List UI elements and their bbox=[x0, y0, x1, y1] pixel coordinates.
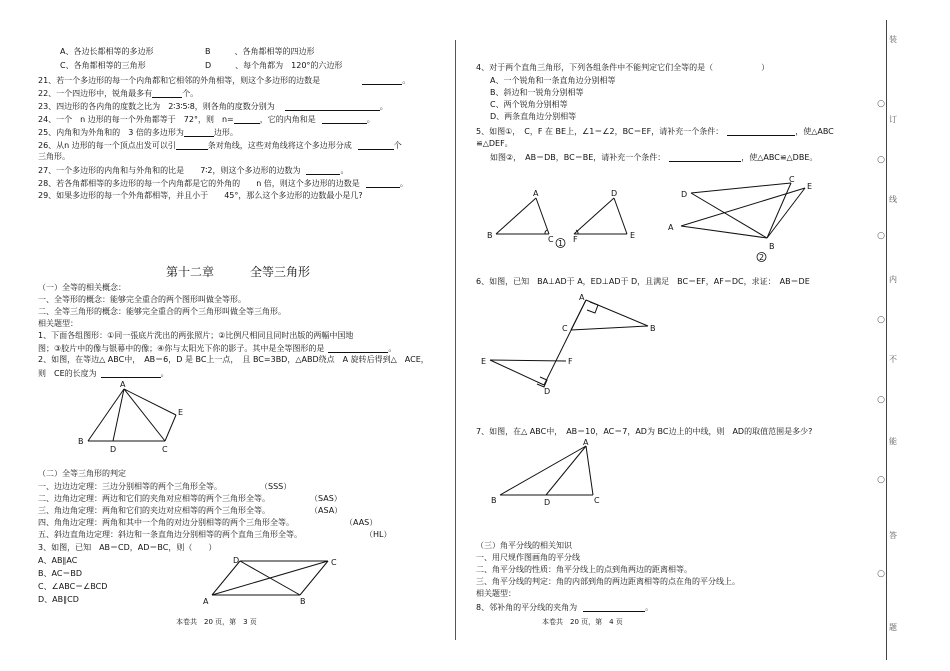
gutter-circle-1: ○ bbox=[877, 99, 885, 109]
gutter-char-6: 能 bbox=[889, 437, 897, 446]
fig6-label-d: D bbox=[544, 387, 551, 396]
left-page-footer: 本卷共 20 页，第 3 页 bbox=[176, 618, 257, 626]
gutter-circle-7: ○ bbox=[877, 569, 885, 579]
angle-bisector-2: 二、角平分线的性质：角平分线上的点到角两边的距离相等。 bbox=[476, 565, 692, 574]
chapter-title: 第十二章 全等三角形 bbox=[166, 265, 311, 279]
question-1: 1、下面各组图形：①同一張底片洗出的两张照片；②比例尺相同且同时出版的两幅中国地 bbox=[38, 331, 354, 340]
gutter-char-4: 内 bbox=[889, 275, 897, 284]
theorem-sss-abbr: （SSS） bbox=[260, 482, 292, 491]
fig1-label-c: C bbox=[162, 445, 168, 454]
figure-parallelogram bbox=[200, 553, 350, 608]
gutter-char-5: 不 bbox=[889, 355, 897, 364]
fig5b-label-d: D bbox=[681, 190, 688, 199]
fig5a-label-a: A bbox=[533, 189, 539, 198]
related-types-3: 相关题型： bbox=[476, 589, 516, 598]
question-22: 22、一个四边形中，锐角最多有 个。 bbox=[38, 89, 199, 98]
figure-6 bbox=[476, 290, 676, 400]
gutter-circle-5: ○ bbox=[877, 395, 885, 405]
fig1-label-a: A bbox=[120, 380, 126, 389]
q3-option-b: B、AC＝BD bbox=[38, 569, 83, 578]
related-types-1: 相关题型： bbox=[38, 319, 78, 328]
theorem-asa: 三、角边角定理：两角和它们的夹边对应相等的两个三角形全等。 bbox=[38, 506, 270, 515]
q3-option-c: C、∠ABC＝∠BCD bbox=[38, 582, 108, 591]
angle-bisector-3: 三、角平分线的判定：角的内部到角的两边距离相等的点在角的平分线上。 bbox=[476, 577, 740, 586]
question-5-cont: ≌△DEF。 bbox=[476, 139, 513, 148]
question-2: 2、如图，在等边△ ABC中， AB＝6，D 是 BC上一点， 且 BC=3BD，△ABD绕点 A 旋转后得到△ ACE， bbox=[38, 355, 429, 364]
left-page bbox=[0, 0, 455, 671]
figure-5-2 bbox=[661, 176, 821, 266]
gutter-char-7: 答 bbox=[889, 531, 897, 540]
question-29: 29、如果多边形的每一个外角都相等，并且小于 45°，那么这个多边形的边数最小是几? bbox=[38, 191, 363, 200]
fig6-label-a: A bbox=[579, 293, 585, 302]
q4-option-d: D、两条直角边分别相等 bbox=[490, 112, 577, 121]
question-5: 5、如图①， C，F 在 BE上，∠1＝∠2，BC＝EF，请补充一个条件： ，使△ABC bbox=[476, 127, 834, 136]
q20-option-c: C、各角都相等的三角形 bbox=[60, 61, 146, 70]
fig7-label-a: A bbox=[583, 438, 589, 447]
theorem-aas-abbr: （AAS） bbox=[345, 518, 378, 527]
theorem-asa-abbr: （ASA） bbox=[310, 506, 343, 515]
fig1-label-e: E bbox=[178, 408, 184, 417]
question-21: 21、若一个多边形的每一个内角都和它相邻的外角相等，则这个多边形的边数是 。 bbox=[38, 76, 411, 85]
fig7-label-c: C bbox=[594, 496, 600, 505]
theorem-sss: 一、边边边定理：三边分别相等的两个三角形全等。 bbox=[38, 482, 222, 491]
fig2-label-c: C bbox=[331, 558, 337, 567]
right-page-footer: 本卷共 20 页，第 4 页 bbox=[542, 618, 623, 626]
theorem-hl: 五、斜边直角边定理：斜边和一条直角边分别相等的两个直角三角形全等。 bbox=[38, 530, 302, 539]
gutter-circle-4: ○ bbox=[877, 315, 885, 325]
binding-line bbox=[886, 20, 887, 660]
theorem-sas-abbr: （SAS） bbox=[310, 494, 342, 503]
fig5b-label-a: A bbox=[668, 223, 674, 232]
fig5a-circle-label: 1 bbox=[558, 239, 564, 248]
gutter-char-3: 线 bbox=[889, 195, 897, 204]
fig7-label-d: D bbox=[544, 498, 551, 507]
question-5-part2: 如图②， AB＝DB，BC＝BE，请补充一个条件： ，使△ABC≌△DBE。 bbox=[490, 153, 818, 162]
fig5b-label-b: B bbox=[769, 242, 775, 251]
figure-5-1 bbox=[484, 186, 644, 250]
q4-option-b: B、斜边和一锐角分别相等 bbox=[490, 88, 584, 97]
gutter-char-8: 题 bbox=[889, 623, 897, 632]
fig2-label-b: B bbox=[300, 597, 306, 606]
fig5b-circle-label: 2 bbox=[759, 253, 765, 262]
fig6-label-e: E bbox=[481, 357, 487, 366]
q20-option-d: D 、每个角都为 120°的六边形 bbox=[205, 61, 343, 70]
question-25: 25、内角和为外角和的 3 倍的多边形为 边形。 bbox=[38, 128, 238, 137]
binding-gutter bbox=[876, 20, 950, 660]
theorem-aas: 四、角角边定理：两角和其中一个角的对边分别相等的两个三角形全等。 bbox=[38, 518, 294, 527]
q4-option-c: C、两个锐角分别相等 bbox=[490, 100, 568, 109]
question-8: 8、邻补角的平分线的夹角为 。 bbox=[476, 603, 654, 612]
question-4: 4、对于两个直角三角形，下列各组条件中不能判定它们全等的是（ ） bbox=[476, 63, 770, 72]
fig1-label-b: B bbox=[78, 437, 84, 446]
q3-option-a: A、AB∥AC bbox=[38, 556, 78, 565]
question-24: 24、一个 n 边形的每一个外角都等于 72°，则 n= ，它的内角和是 。 bbox=[38, 115, 375, 124]
q3-option-d: D、AB∥CD bbox=[38, 595, 79, 604]
fig7-label-b: B bbox=[491, 496, 497, 505]
question-28: 28、若各角都相等的多边形的每一个内角都是它的外角的 n 倍，则这个多边形的边数是 。 bbox=[38, 179, 408, 188]
fig5b-label-e: E bbox=[807, 182, 813, 191]
gutter-circle-6: ○ bbox=[877, 475, 885, 485]
fig5b-label-c: C bbox=[789, 176, 795, 184]
figure-7 bbox=[486, 438, 606, 513]
question-2-cont: 则 CE的长度为 。 bbox=[38, 369, 169, 378]
fig6-label-b: B bbox=[650, 324, 656, 333]
right-page bbox=[456, 0, 876, 671]
concept-1: 一、全等形的概念：能够完全重合的两个图形叫做全等形。 bbox=[38, 295, 246, 304]
question-7: 7、如图，在△ ABC中， AB＝10，AC＝7，AD为 BC边上的中线，则 AD的取值范围是多少? bbox=[476, 427, 813, 436]
q20-option-b: B 、各角都相等的四边形 bbox=[205, 47, 315, 56]
fig5a-label-c: C bbox=[548, 235, 554, 244]
question-23: 23、四边形的各内角的度数之比为 2∶3∶5∶8，则各角的度数分别为 。 bbox=[38, 102, 388, 111]
angle-bisector-1: 一、用尺规作图画角的平分线 bbox=[476, 553, 580, 562]
theorem-sas: 二、边角边定理：两边和它们的夹角对应相等的两个三角形全等。 bbox=[38, 494, 270, 503]
section-3-title: （三）角平分线的相关知识 bbox=[476, 541, 572, 550]
fig5a-label-d: D bbox=[611, 189, 618, 198]
theorem-hl-abbr: （HL） bbox=[365, 530, 392, 539]
fig2-label-d: D bbox=[233, 556, 240, 565]
concept-2: 二、全等三角形的概念：能够完全重合的两个三角形叫做全等三角形。 bbox=[38, 307, 286, 316]
fig5a-label-f: F bbox=[573, 235, 578, 244]
figure-equilateral-rotation bbox=[70, 378, 200, 458]
section-2-title: （二）全等三角形的判定 bbox=[38, 469, 126, 478]
q4-option-a: A、一个锐角和一条直角边分别相等 bbox=[490, 76, 616, 85]
q20-option-a: A、各边长都相等的多边形 bbox=[60, 47, 154, 56]
question-3: 3、如图，已知 AB＝CD，AD＝BC，则（ ） bbox=[38, 543, 217, 552]
fig5a-label-b: B bbox=[487, 231, 493, 240]
question-26-cont: 三角形。 bbox=[38, 152, 70, 161]
question-27: 27、一个多边形的内角和与外角和的比是 7∶2，则这个多边形的边数为 。 bbox=[38, 166, 349, 175]
fig6-label-f: F bbox=[568, 357, 573, 366]
question-6: 6、如图，已知 BA⊥AD于 A，ED⊥AD于 D，且满足 BC＝EF，AF＝DC，求证： AB＝DE bbox=[476, 277, 810, 286]
fig6-label-c: C bbox=[562, 324, 568, 333]
gutter-char-1: 装 bbox=[889, 35, 897, 44]
gutter-char-2: 订 bbox=[889, 115, 897, 124]
fig1-label-d: D bbox=[110, 445, 117, 454]
fig5a-label-e: E bbox=[630, 231, 636, 240]
question-26: 26、从n 边形的每一个顶点出发可以引 条对角线，这些对角线将这个多边形分成 个 bbox=[38, 141, 402, 150]
fig2-label-a: A bbox=[203, 597, 209, 606]
question-1-cont: 图；③胶片中的像与银幕中的像；④你与太阳光下你的影子。其中是全等图形的是 。 bbox=[38, 344, 397, 353]
gutter-circle-2: ○ bbox=[877, 155, 885, 165]
section-1-title: （一）全等的相关概念： bbox=[38, 283, 126, 292]
gutter-circle-3: ○ bbox=[877, 231, 885, 241]
